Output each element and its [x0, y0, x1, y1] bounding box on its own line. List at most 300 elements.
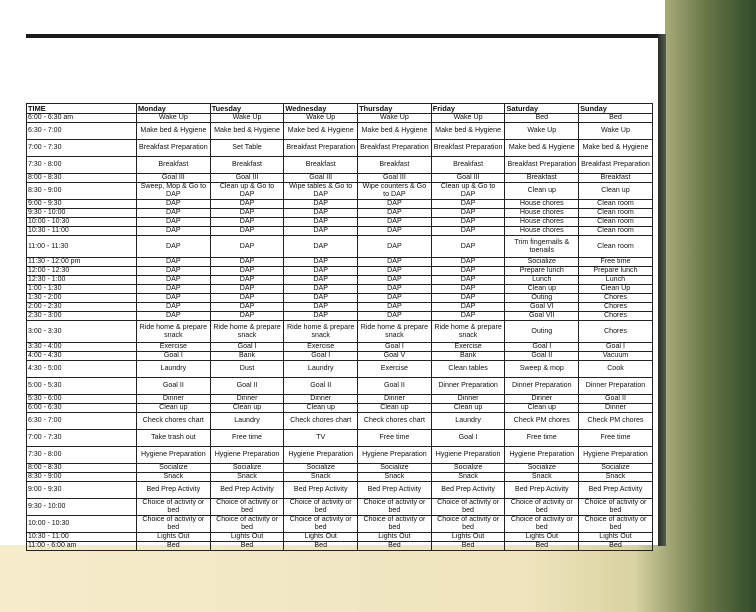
activity-cell-thursday: DAP — [358, 218, 432, 227]
activity-cell-friday: DAP — [431, 312, 505, 321]
activity-cell-thursday: Wipe counters & Go to DAP — [358, 183, 432, 200]
activity-cell-wednesday: Goal I — [284, 352, 358, 361]
activity-cell-wednesday: Make bed & Hygiene — [284, 123, 358, 140]
activity-cell-monday: Hygiene Preparation — [137, 447, 211, 464]
header-friday: Friday — [431, 104, 505, 114]
activity-cell-monday: Bed Prep Activity — [137, 482, 211, 499]
activity-cell-tuesday: Choice of activity or bed — [210, 516, 284, 533]
activity-cell-wednesday: DAP — [284, 209, 358, 218]
activity-cell-monday: Wake Up — [137, 114, 211, 123]
activity-cell-friday: Clean up — [431, 404, 505, 413]
activity-cell-tuesday: Ride home & prepare snack — [210, 321, 284, 343]
activity-cell-monday: Goal III — [137, 174, 211, 183]
time-slot-cell: 12:00 - 12:30 — [27, 267, 137, 276]
activity-cell-monday: Take trash out — [137, 430, 211, 447]
activity-cell-tuesday: Set Table — [210, 140, 284, 157]
activity-cell-thursday: Ride home & prepare snack — [358, 321, 432, 343]
activity-cell-wednesday: TV — [284, 430, 358, 447]
time-slot-cell: 12:30 - 1:00 — [27, 276, 137, 285]
time-slot-cell: 4:30 - 5:00 — [27, 361, 137, 378]
activity-cell-sunday: Dinner — [579, 404, 653, 413]
activity-cell-tuesday: Choice of activity or bed — [210, 499, 284, 516]
activity-cell-saturday: Clean up — [505, 183, 579, 200]
activity-cell-sunday: Cook — [579, 361, 653, 378]
activity-cell-tuesday: Free time — [210, 430, 284, 447]
activity-cell-sunday: Goal I — [579, 343, 653, 352]
activity-cell-thursday: Bed — [358, 542, 432, 551]
table-row — [27, 227, 653, 236]
table-row — [27, 209, 653, 218]
activity-cell-thursday: DAP — [358, 285, 432, 294]
table-row — [27, 361, 653, 378]
activity-cell-tuesday: DAP — [210, 294, 284, 303]
activity-cell-friday: Ride home & prepare snack — [431, 321, 505, 343]
activity-cell-sunday: Vacuum — [579, 352, 653, 361]
activity-cell-tuesday: DAP — [210, 303, 284, 312]
activity-cell-thursday: Snack — [358, 473, 432, 482]
activity-cell-saturday: Dinner Preparation — [505, 378, 579, 395]
activity-cell-wednesday: Breakfast — [284, 157, 358, 174]
time-slot-cell: 6:30 - 7:00 — [27, 123, 137, 140]
activity-cell-wednesday: Wipe tables & Go to DAP — [284, 183, 358, 200]
time-slot-cell: 4:00 - 4:30 — [27, 352, 137, 361]
activity-cell-monday: Check chores chart — [137, 413, 211, 430]
time-slot-cell: 9:00 - 9:30 — [27, 482, 137, 499]
table-row — [27, 157, 653, 174]
activity-cell-friday: Snack — [431, 473, 505, 482]
activity-cell-monday: DAP — [137, 258, 211, 267]
activity-cell-wednesday: Hygiene Preparation — [284, 447, 358, 464]
activity-cell-friday: Socialize — [431, 464, 505, 473]
activity-cell-wednesday: Wake Up — [284, 114, 358, 123]
activity-cell-saturday: Make bed & Hygiene — [505, 140, 579, 157]
table-row — [27, 312, 653, 321]
activity-cell-wednesday: Exercise — [284, 343, 358, 352]
activity-cell-sunday: Socialize — [579, 464, 653, 473]
activity-cell-wednesday: Snack — [284, 473, 358, 482]
activity-cell-tuesday: DAP — [210, 258, 284, 267]
time-slot-cell: 7:30 - 8:00 — [27, 157, 137, 174]
activity-cell-friday: Bed Prep Activity — [431, 482, 505, 499]
time-slot-cell: 11:00 - 11:30 — [27, 236, 137, 258]
activity-cell-saturday: Outing — [505, 321, 579, 343]
activity-cell-saturday: Trim fingernails & toenails — [505, 236, 579, 258]
activity-cell-saturday: Free time — [505, 430, 579, 447]
activity-cell-saturday: Bed — [505, 114, 579, 123]
activity-cell-sunday: Hygiene Preparation — [579, 447, 653, 464]
activity-cell-saturday: Goal I — [505, 343, 579, 352]
header-monday: Monday — [137, 104, 211, 114]
activity-cell-monday: Breakfast Preparation — [137, 140, 211, 157]
activity-cell-friday: Choice of activity or bed — [431, 499, 505, 516]
activity-cell-sunday: Free time — [579, 258, 653, 267]
activity-cell-saturday: Choice of activity or bed — [505, 516, 579, 533]
activity-cell-tuesday: Wake Up — [210, 114, 284, 123]
table-row — [27, 285, 653, 294]
activity-cell-wednesday: DAP — [284, 200, 358, 209]
activity-cell-sunday: Clean room — [579, 200, 653, 209]
activity-cell-thursday: Check chores chart — [358, 413, 432, 430]
activity-cell-sunday: Clean room — [579, 227, 653, 236]
activity-cell-monday: DAP — [137, 218, 211, 227]
activity-cell-thursday: Wake Up — [358, 114, 432, 123]
activity-cell-sunday: Choice of activity or bed — [579, 499, 653, 516]
activity-cell-sunday: Breakfast Preparation — [579, 157, 653, 174]
activity-cell-thursday: Goal III — [358, 174, 432, 183]
table-row — [27, 276, 653, 285]
activity-cell-sunday: Bed — [579, 114, 653, 123]
activity-cell-sunday: Lights Out — [579, 533, 653, 542]
activity-cell-thursday: DAP — [358, 303, 432, 312]
activity-cell-monday: Exercise — [137, 343, 211, 352]
activity-cell-tuesday: Lights Out — [210, 533, 284, 542]
activity-cell-tuesday: Dinner — [210, 395, 284, 404]
activity-cell-saturday: Sweep & mop — [505, 361, 579, 378]
activity-cell-tuesday: Goal I — [210, 343, 284, 352]
activity-cell-thursday: Choice of activity or bed — [358, 499, 432, 516]
activity-cell-saturday: Outing — [505, 294, 579, 303]
table-row — [27, 542, 653, 551]
table-row — [27, 404, 653, 413]
activity-cell-wednesday: DAP — [284, 258, 358, 267]
activity-cell-friday: Exercise — [431, 343, 505, 352]
activity-cell-saturday: Breakfast Preparation — [505, 157, 579, 174]
table-row — [27, 114, 653, 123]
activity-cell-friday: Breakfast Preparation — [431, 140, 505, 157]
activity-cell-sunday: Chores — [579, 312, 653, 321]
activity-cell-monday: Choice of activity or bed — [137, 516, 211, 533]
activity-cell-sunday: Breakfast — [579, 174, 653, 183]
activity-cell-monday: Dinner — [137, 395, 211, 404]
activity-cell-friday: DAP — [431, 227, 505, 236]
activity-cell-thursday: Choice of activity or bed — [358, 516, 432, 533]
activity-cell-wednesday: DAP — [284, 267, 358, 276]
time-slot-cell: 2:00 - 2:30 — [27, 303, 137, 312]
activity-cell-monday: DAP — [137, 267, 211, 276]
activity-cell-friday: Wake Up — [431, 114, 505, 123]
activity-cell-tuesday: DAP — [210, 227, 284, 236]
activity-cell-monday: DAP — [137, 285, 211, 294]
activity-cell-wednesday: DAP — [284, 276, 358, 285]
header-time: TIME — [27, 104, 137, 114]
activity-cell-saturday: Lunch — [505, 276, 579, 285]
activity-cell-thursday: Make bed & Hygiene — [358, 123, 432, 140]
activity-cell-wednesday: Laundry — [284, 361, 358, 378]
activity-cell-monday: Sweep, Mop & Go to DAP — [137, 183, 211, 200]
activity-cell-wednesday: Goal II — [284, 378, 358, 395]
activity-cell-monday: DAP — [137, 312, 211, 321]
activity-cell-friday: DAP — [431, 200, 505, 209]
table-row — [27, 430, 653, 447]
activity-cell-saturday: Check PM chores — [505, 413, 579, 430]
activity-cell-tuesday: DAP — [210, 236, 284, 258]
time-slot-cell: 3:30 - 4:00 — [27, 343, 137, 352]
activity-cell-friday: Goal I — [431, 430, 505, 447]
time-slot-cell: 9:30 - 10:00 — [27, 499, 137, 516]
activity-cell-sunday: Clean up — [579, 183, 653, 200]
activity-cell-monday: Goal I — [137, 352, 211, 361]
table-row — [27, 123, 653, 140]
activity-cell-saturday: House chores — [505, 218, 579, 227]
activity-cell-thursday: Goal V — [358, 352, 432, 361]
activity-cell-sunday: Check PM chores — [579, 413, 653, 430]
table-row — [27, 473, 653, 482]
activity-cell-wednesday: DAP — [284, 303, 358, 312]
activity-cell-friday: DAP — [431, 303, 505, 312]
activity-cell-wednesday: DAP — [284, 236, 358, 258]
activity-cell-friday: DAP — [431, 267, 505, 276]
activity-cell-tuesday: DAP — [210, 267, 284, 276]
table-row — [27, 258, 653, 267]
activity-cell-wednesday: DAP — [284, 227, 358, 236]
activity-cell-monday: Snack — [137, 473, 211, 482]
activity-cell-tuesday: Laundry — [210, 413, 284, 430]
table-row — [27, 218, 653, 227]
activity-cell-tuesday: DAP — [210, 218, 284, 227]
time-slot-cell: 10:30 - 11:00 — [27, 533, 137, 542]
activity-cell-friday: DAP — [431, 258, 505, 267]
activity-cell-saturday: Snack — [505, 473, 579, 482]
time-slot-cell: 2:30 - 3:00 — [27, 312, 137, 321]
time-slot-cell: 6:00 - 6:30 — [27, 404, 137, 413]
time-slot-cell: 8:30 - 9:00 — [27, 473, 137, 482]
activity-cell-thursday: Clean up — [358, 404, 432, 413]
activity-cell-monday: DAP — [137, 236, 211, 258]
activity-cell-sunday: Clean room — [579, 209, 653, 218]
activity-cell-saturday: Socialize — [505, 258, 579, 267]
activity-cell-monday: Bed — [137, 542, 211, 551]
activity-cell-wednesday: Goal III — [284, 174, 358, 183]
activity-cell-wednesday: Choice of activity or bed — [284, 499, 358, 516]
activity-cell-monday: Laundry — [137, 361, 211, 378]
activity-cell-tuesday: Bank — [210, 352, 284, 361]
activity-cell-saturday: Hygiene Preparation — [505, 447, 579, 464]
activity-cell-thursday: Free time — [358, 430, 432, 447]
activity-cell-saturday: Prepare lunch — [505, 267, 579, 276]
table-row — [27, 378, 653, 395]
activity-cell-sunday: Chores — [579, 294, 653, 303]
activity-cell-sunday: Dinner Preparation — [579, 378, 653, 395]
activity-cell-monday: Choice of activity or bed — [137, 499, 211, 516]
time-slot-cell: 8:30 - 9:00 — [27, 183, 137, 200]
activity-cell-sunday: Make bed & Hygiene — [579, 140, 653, 157]
time-slot-cell: 11:00 - 6:00 am — [27, 542, 137, 551]
activity-cell-thursday: DAP — [358, 258, 432, 267]
activity-cell-thursday: Lights Out — [358, 533, 432, 542]
frame-top-border — [26, 34, 662, 38]
time-slot-cell: 8:00 - 8:30 — [27, 174, 137, 183]
activity-cell-monday: Clean up — [137, 404, 211, 413]
activity-cell-tuesday: DAP — [210, 200, 284, 209]
table-row — [27, 200, 653, 209]
activity-cell-wednesday: Bed Prep Activity — [284, 482, 358, 499]
table-row — [27, 447, 653, 464]
header-row — [27, 104, 653, 114]
time-slot-cell: 5:00 - 5:30 — [27, 378, 137, 395]
table-row — [27, 294, 653, 303]
activity-cell-thursday: Breakfast — [358, 157, 432, 174]
activity-cell-thursday: Exercise — [358, 361, 432, 378]
activity-cell-friday: Laundry — [431, 413, 505, 430]
activity-cell-friday: Breakfast — [431, 157, 505, 174]
activity-cell-friday: Choice of activity or bed — [431, 516, 505, 533]
activity-cell-tuesday: DAP — [210, 276, 284, 285]
table-row — [27, 343, 653, 352]
activity-cell-saturday: Goal II — [505, 352, 579, 361]
activity-cell-tuesday: Clean up — [210, 404, 284, 413]
time-slot-cell: 9:00 - 9:30 — [27, 200, 137, 209]
activity-cell-wednesday: Bed — [284, 542, 358, 551]
activity-cell-sunday: Chores — [579, 321, 653, 343]
activity-cell-friday: DAP — [431, 209, 505, 218]
table-row — [27, 482, 653, 499]
table-row — [27, 303, 653, 312]
activity-cell-sunday: Free time — [579, 430, 653, 447]
schedule-table-container — [26, 103, 652, 551]
activity-cell-monday: DAP — [137, 209, 211, 218]
activity-cell-saturday: House chores — [505, 200, 579, 209]
activity-cell-wednesday: DAP — [284, 312, 358, 321]
activity-cell-wednesday: Dinner — [284, 395, 358, 404]
activity-cell-tuesday: Goal III — [210, 174, 284, 183]
activity-cell-wednesday: Socialize — [284, 464, 358, 473]
activity-cell-friday: DAP — [431, 236, 505, 258]
activity-cell-monday: Breakfast — [137, 157, 211, 174]
time-slot-cell: 1:00 - 1:30 — [27, 285, 137, 294]
activity-cell-monday: DAP — [137, 294, 211, 303]
activity-cell-tuesday: Hygiene Preparation — [210, 447, 284, 464]
activity-cell-monday: Make bed & Hygiene — [137, 123, 211, 140]
activity-cell-wednesday: DAP — [284, 294, 358, 303]
activity-cell-friday: DAP — [431, 218, 505, 227]
activity-cell-wednesday: Check chores chart — [284, 413, 358, 430]
activity-cell-wednesday: Clean up — [284, 404, 358, 413]
activity-cell-monday: Socialize — [137, 464, 211, 473]
activity-cell-friday: Dinner — [431, 395, 505, 404]
activity-cell-friday: Make bed & Hygiene — [431, 123, 505, 140]
time-slot-cell: 9:30 - 10:00 — [27, 209, 137, 218]
table-row — [27, 516, 653, 533]
activity-cell-wednesday: Lights Out — [284, 533, 358, 542]
activity-cell-saturday: Clean up — [505, 285, 579, 294]
activity-cell-thursday: DAP — [358, 294, 432, 303]
activity-cell-sunday: Clean room — [579, 236, 653, 258]
activity-cell-sunday: Bed Prep Activity — [579, 482, 653, 499]
activity-cell-friday: DAP — [431, 294, 505, 303]
activity-cell-saturday: Wake Up — [505, 123, 579, 140]
activity-cell-thursday: DAP — [358, 236, 432, 258]
activity-cell-wednesday: Choice of activity or bed — [284, 516, 358, 533]
activity-cell-sunday: Clean Up — [579, 285, 653, 294]
table-row — [27, 140, 653, 157]
time-slot-cell: 10:00 - 10:30 — [27, 218, 137, 227]
activity-cell-saturday: House chores — [505, 227, 579, 236]
activity-cell-tuesday: Breakfast — [210, 157, 284, 174]
activity-cell-sunday: Prepare lunch — [579, 267, 653, 276]
table-row — [27, 352, 653, 361]
activity-cell-thursday: Bed Prep Activity — [358, 482, 432, 499]
header-thursday: Thursday — [358, 104, 432, 114]
time-slot-cell: 5:30 - 6:00 — [27, 395, 137, 404]
activity-cell-saturday: House chores — [505, 209, 579, 218]
table-row — [27, 174, 653, 183]
activity-cell-monday: Lights Out — [137, 533, 211, 542]
weekly-schedule-table — [26, 103, 653, 551]
table-row — [27, 413, 653, 430]
activity-cell-tuesday: DAP — [210, 209, 284, 218]
activity-cell-thursday: DAP — [358, 267, 432, 276]
activity-cell-thursday: Goal II — [358, 378, 432, 395]
time-slot-cell: 7:00 - 7:30 — [27, 140, 137, 157]
activity-cell-sunday: Goal II — [579, 395, 653, 404]
table-row — [27, 499, 653, 516]
activity-cell-friday: Bank — [431, 352, 505, 361]
activity-cell-saturday: Choice of activity or bed — [505, 499, 579, 516]
activity-cell-thursday: DAP — [358, 227, 432, 236]
activity-cell-tuesday: Clean up & Go to DAP — [210, 183, 284, 200]
activity-cell-wednesday: DAP — [284, 218, 358, 227]
activity-cell-saturday: Bed — [505, 542, 579, 551]
activity-cell-monday: Ride home & prepare snack — [137, 321, 211, 343]
activity-cell-saturday: Goal VI — [505, 303, 579, 312]
activity-cell-friday: Dinner Preparation — [431, 378, 505, 395]
activity-cell-tuesday: Snack — [210, 473, 284, 482]
activity-cell-tuesday: Bed Prep Activity — [210, 482, 284, 499]
activity-cell-sunday: Bed — [579, 542, 653, 551]
table-row — [27, 236, 653, 258]
header-saturday: Saturday — [505, 104, 579, 114]
time-slot-cell: 6:00 - 6:30 am — [27, 114, 137, 123]
activity-cell-tuesday: Socialize — [210, 464, 284, 473]
time-slot-cell: 3:00 - 3:30 — [27, 321, 137, 343]
activity-cell-tuesday: Make bed & Hygiene — [210, 123, 284, 140]
activity-cell-saturday: Breakfast — [505, 174, 579, 183]
time-slot-cell: 8:00 - 8:30 — [27, 464, 137, 473]
activity-cell-friday: DAP — [431, 276, 505, 285]
activity-cell-monday: DAP — [137, 303, 211, 312]
activity-cell-monday: Goal II — [137, 378, 211, 395]
table-row — [27, 267, 653, 276]
time-slot-cell: 10:00 - 10:30 — [27, 516, 137, 533]
activity-cell-friday: Lights Out — [431, 533, 505, 542]
activity-cell-sunday: Wake Up — [579, 123, 653, 140]
activity-cell-thursday: DAP — [358, 200, 432, 209]
frame-right-border — [658, 34, 666, 546]
header-sunday: Sunday — [579, 104, 653, 114]
activity-cell-thursday: DAP — [358, 276, 432, 285]
activity-cell-friday: Bed — [431, 542, 505, 551]
activity-cell-saturday: Socialize — [505, 464, 579, 473]
activity-cell-sunday: Snack — [579, 473, 653, 482]
time-slot-cell: 7:30 - 8:00 — [27, 447, 137, 464]
activity-cell-friday: Hygiene Preparation — [431, 447, 505, 464]
activity-cell-saturday: Lights Out — [505, 533, 579, 542]
header-tuesday: Tuesday — [210, 104, 284, 114]
table-row — [27, 321, 653, 343]
activity-cell-wednesday: Breakfast Preparation — [284, 140, 358, 157]
activity-cell-tuesday: DAP — [210, 312, 284, 321]
time-slot-cell: 10:30 - 11:00 — [27, 227, 137, 236]
activity-cell-saturday: Dinner — [505, 395, 579, 404]
activity-cell-tuesday: Dust — [210, 361, 284, 378]
time-slot-cell: 1:30 - 2:00 — [27, 294, 137, 303]
table-row — [27, 533, 653, 542]
activity-cell-friday: Clean tables — [431, 361, 505, 378]
time-slot-cell: 11:30 - 12:00 pm — [27, 258, 137, 267]
activity-cell-saturday: Goal VII — [505, 312, 579, 321]
activity-cell-wednesday: Ride home & prepare snack — [284, 321, 358, 343]
activity-cell-saturday: Clean up — [505, 404, 579, 413]
